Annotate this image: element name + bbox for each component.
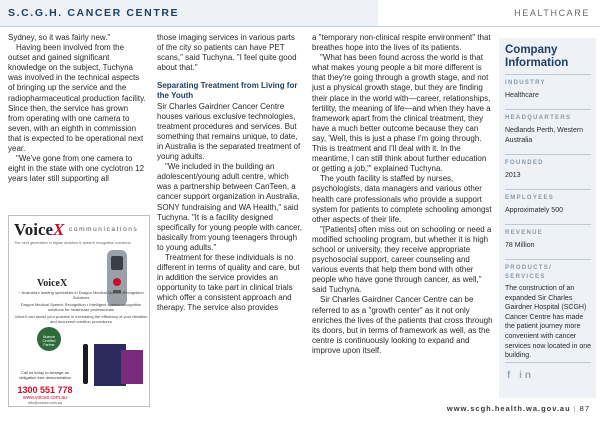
paragraph: "What has been found across the world is that what makes young people a bit more different is that they're going through a growth stage, and not just a physical growth stage, but they are finding their place in the world with—career, relationships, fertility, the meaning of life—and when they have a framework apart from the clinical treatment, they have a much better outcome because they can say, 'Well, this is just a phase I'm going through. This is treatment and I'll deal with it. In the meantime, I can still think about further education or getting a job,'" explained Tuchyna. <box>312 53 491 174</box>
ad-description-2: Dragon Medical Speech Recognition • Intelligent speech recognition solutions for healthcare professionals <box>20 302 142 312</box>
footer-separator: | <box>573 404 577 413</box>
ad-email-link[interactable]: info@voicex.com.au <box>27 401 63 405</box>
paragraph: Sydney, so it was fairly new." <box>8 33 111 42</box>
page-header <box>0 0 600 26</box>
sidebar-divider <box>505 259 591 260</box>
article-column-1 <box>8 33 146 184</box>
ad-website-link[interactable]: www.voicex.com.au <box>23 395 67 401</box>
ad-description-3: VoiceX can assist your practice in increasing the efficiency of your dictation and document creation procedures <box>14 314 148 324</box>
voicex-advertisement[interactable] <box>8 215 150 407</box>
founded-label: FOUNDED <box>505 160 544 166</box>
products-services-label: PRODUCTS/ SERVICES <box>505 265 553 280</box>
publication-title: S.C.G.H. CANCER CENTRE <box>8 7 180 19</box>
paragraph: those imaging services in various parts of the city so patients can have PET scans," said Tuchyna. "I feel quite good about that." <box>157 33 297 73</box>
ad-description-1: ~ Australia's leading specialists in Dragon Medical Speech Recognition Solutions <box>18 290 144 300</box>
sidebar-divider <box>505 189 591 190</box>
paragraph: a "temporary non-clinical respite environment" that breathes hope into the lives of its patients. <box>312 33 491 53</box>
paragraph: Sir Charles Gairdner Cancer Centre can be referred to as a "growth center" as it not only enriches the lives of the patients that cross through its doors, but in terms of framework as well, as the centre is continuously looking to expand and improve upon itself. <box>312 295 493 355</box>
headquarters-value: Nedlands Perth, Western Australia <box>505 127 584 144</box>
article-column-2 <box>157 33 302 314</box>
sidebar-divider <box>505 224 591 225</box>
ad-call-to-action: Call us today to arrange an obligation free demonstration <box>19 370 71 380</box>
revenue-value: 78 Million <box>505 242 535 249</box>
paragraph: "We included in the building an adolescent/young adult centre, which was a partnership between CanTeen, a cancer support organization in Australia, SONY fundraising and WA Health," said Tuchyna. "It is a facility designed specifically for young people with cancer, basically from young teenagers through to young adults." <box>157 162 302 252</box>
ad-communications-text: communications <box>69 226 139 233</box>
voicex-logo: VoiceX <box>14 220 65 239</box>
paragraph: Treatment for these individuals is no different in terms of quality and care, but in addition the service provides an opportunity to take part in clinical trials which offer a consistent approach and therapy. The service also provides <box>157 252 300 313</box>
sidebar-divider <box>505 74 591 75</box>
founded-value: 2013 <box>505 172 521 179</box>
section-tag: HEALTHCARE <box>514 8 590 18</box>
paragraph: Having been involved from the outset and gained significant knowledge on the subject, Tuchyna was involved in the technical aspects of bringing up the service and the radiopharmaceutical production facility. Since then, the service has grown from operating with one camera to seven, with an eighth in commission that is expected to be operational next year. <box>8 43 146 154</box>
voicex-small-logo: VoiceX <box>37 278 68 289</box>
header-divider <box>0 26 600 27</box>
header-band <box>0 0 378 26</box>
footer-url[interactable]: www.scgh.health.wa.gov.au <box>446 404 571 413</box>
paragraph: "[Patients] often miss out on schooling or need a modified schooling program, but whether it is high school or university, they receive appropriate psychosocial support, career counseling and various events that help them bond with other people who have gone through cancer, as well," said Tuchyna. <box>312 224 492 295</box>
paragraph: Sir Charles Gairdner Cancer Centre houses various exclusive technologies, treatment procedures and services. But something that remains unique, to date, in Australia is the separated treatment of young adults. <box>157 101 301 162</box>
section-subheading: Separating Treatment from Living for the Youth <box>157 81 298 101</box>
industry-label: INDUSTRY <box>505 80 546 86</box>
article-column-3 <box>312 33 494 356</box>
company-info-sidebar <box>499 38 596 398</box>
employees-value: Approximately 500 <box>505 207 563 214</box>
headquarters-label: HEADQUARTERS <box>505 115 572 121</box>
nuance-partner-badge: Nuance Certified Partner <box>37 327 61 351</box>
page-number: 87 <box>579 404 590 413</box>
paragraph: "We've gone from one camera to eight in the state with one cyclotron 12 years later still supporting all <box>8 154 145 184</box>
page-footer <box>447 404 590 413</box>
employees-label: EMPLOYEES <box>505 195 555 201</box>
sidebar-divider <box>505 362 591 363</box>
paragraph: The youth facility is staffed by nurses, psychologists, data managers and various other health care professionals who provide a support system for patients to complete schooling amongst other aspects of their life. <box>312 174 492 224</box>
sidebar-divider <box>505 109 591 110</box>
dictation-pen-icon <box>83 344 88 384</box>
dictation-device-icon <box>89 248 144 310</box>
social-icons[interactable]: f in <box>507 370 534 381</box>
revenue-label: REVENUE <box>505 230 544 236</box>
ad-phone-number[interactable]: 1300 551 778 <box>17 385 73 395</box>
sidebar-title: Company Information <box>505 44 569 69</box>
ad-tagline: The next generation in digital dictation & speech recognition solutions <box>14 241 131 245</box>
dragon-product-box-2 <box>121 350 143 384</box>
products-services-value: The construction of an expanded Sir Charles Gairdner Hospital (SCGH) Cancer Centre has made the patient journey more convenient with cancer services now located in one building. <box>505 285 591 360</box>
sidebar-divider <box>505 154 591 155</box>
industry-value: Healthcare <box>505 92 539 99</box>
